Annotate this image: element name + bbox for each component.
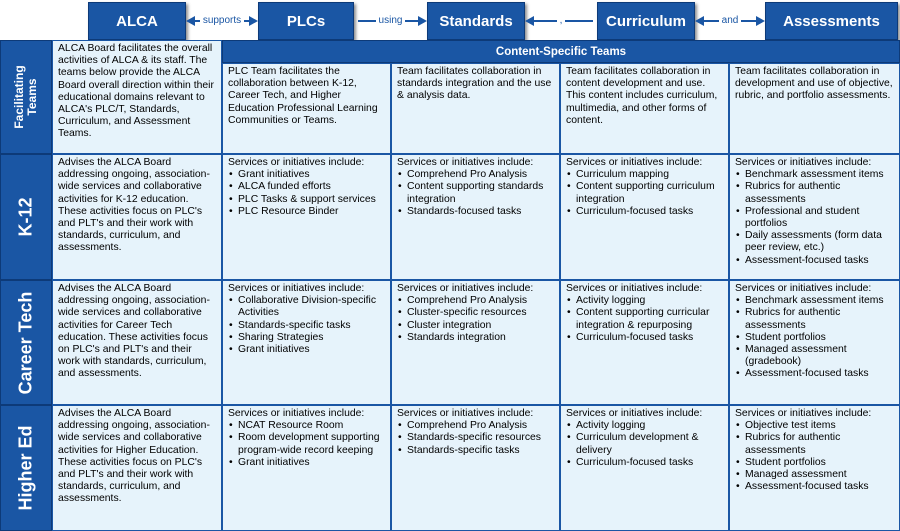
list-item: • Activity logging <box>566 295 723 307</box>
list-item: • Assessment-focused tasks <box>735 255 894 267</box>
team-cell <box>729 63 900 154</box>
list-item: • Grant initiatives <box>228 457 385 469</box>
list-item: • Rubrics for authentic assessments <box>735 307 894 331</box>
list-item: • Objective test items <box>735 420 894 432</box>
list-item: • Grant initiatives <box>228 344 385 356</box>
team-cell <box>391 405 560 531</box>
list-item: • Grant initiatives <box>228 169 385 181</box>
list-item: • PLC Resource Binder <box>228 206 385 218</box>
list-item: • NCAT Resource Room <box>228 420 385 432</box>
cell-intro: Services or initiatives include: <box>566 408 703 419</box>
initiative-list <box>397 420 554 457</box>
cell-intro: Services or initiatives include: <box>228 408 365 419</box>
row-header-label: Facilitating Teams <box>12 65 39 129</box>
list-item: • Room development supporting program-wide record keeping <box>228 432 385 456</box>
connector-2 <box>354 13 427 29</box>
list-item: • Assessment-focused tasks <box>735 368 894 380</box>
list-item: • Daily assessments (form data peer review, etc.) <box>735 230 894 254</box>
list-item: • Sharing Strategies <box>228 332 385 344</box>
row-header-label: Career Tech <box>15 291 36 394</box>
row-header-label: Higher Ed <box>15 425 36 511</box>
header-box-plcs: PLCs <box>258 2 354 40</box>
cell-intro: Services or initiatives include: <box>228 283 365 294</box>
list-item: • Curriculum-focused tasks <box>566 457 723 469</box>
list-item: • Student portfolios <box>735 332 894 344</box>
lead-cell-career-tech: Advises the ALCA Board addressing ongoing, association-wide services and collaborative activities for Career Tech education. These activities focus on PLC's and PLT's and their work with standards, curriculum, and assessments. <box>52 280 222 405</box>
list-item: • Curriculum-focused tasks <box>566 206 723 218</box>
list-item: • Student portfolios <box>735 457 894 469</box>
initiative-list <box>228 420 385 469</box>
list-item: • Benchmark assessment items <box>735 169 894 181</box>
cell-intro: Services or initiatives include: <box>735 157 872 168</box>
initiative-list <box>397 295 554 344</box>
connector-1 <box>186 13 258 29</box>
header-box-assessments: Assessments <box>765 2 898 40</box>
cell-intro: Services or initiatives include: <box>228 157 365 168</box>
cell-intro: Services or initiatives include: <box>735 408 872 419</box>
list-item: • Standards integration <box>397 332 554 344</box>
row-header-label: K-12 <box>15 197 36 237</box>
cell-intro: PLC Team facilitates the collaboration between K-12, Career Tech, and Higher Education Professional Learning Communities or Teams. <box>228 66 378 126</box>
list-item: • Managed assessment <box>735 469 894 481</box>
team-cell <box>560 405 729 531</box>
header-box-alca: ALCA <box>88 2 186 40</box>
list-item: • Rubrics for authentic assessments <box>735 432 894 456</box>
lead-cell-facilitating-teams: ALCA Board facilitates the overall activities of ALCA & its staff. The teams below provide the ALCA Board overall direction within their educational domains relevant to ALCA's PLC/T, Standards, Curriculum, and Assessment Teams. <box>52 40 222 154</box>
list-item: • Cluster-specific resources <box>397 307 554 319</box>
initiative-list <box>566 420 723 469</box>
list-item: • Curriculum-focused tasks <box>566 332 723 344</box>
list-item: • Collaborative Division-specific Activities <box>228 295 385 319</box>
connector-label: , <box>525 13 597 29</box>
list-item: • Rubrics for authentic assessments <box>735 181 894 205</box>
team-cell <box>729 405 900 531</box>
team-cell <box>560 63 729 154</box>
team-cell <box>391 280 560 405</box>
cell-intro: Team facilitates collaboration in content development and use. This content includes curriculum, multimedia, and other forms of content. <box>566 66 718 126</box>
list-item: • Standards-specific tasks <box>228 320 385 332</box>
connector-3 <box>525 13 597 29</box>
team-cell <box>729 154 900 280</box>
team-cell <box>729 280 900 405</box>
initiative-list <box>228 295 385 356</box>
list-item: • Managed assessment (gradebook) <box>735 344 894 368</box>
cell-intro: Services or initiatives include: <box>397 408 534 419</box>
cell-intro: Services or initiatives include: <box>566 283 703 294</box>
list-item: • Content supporting curriculum integration <box>566 181 723 205</box>
list-item: • Curriculum mapping <box>566 169 723 181</box>
list-item: • Comprehend Pro Analysis <box>397 295 554 307</box>
row-header-higher-ed <box>0 405 52 531</box>
lead-cell-k-12: Advises the ALCA Board addressing ongoing, association-wide services and collaborative activities for K-12 education. These activities focus on PLC's and PLT's and their work with standards, curriculum, and assessments. <box>52 154 222 280</box>
team-cell <box>391 154 560 280</box>
cell-intro: Services or initiatives include: <box>397 157 534 168</box>
cell-intro: Services or initiatives include: <box>397 283 534 294</box>
initiative-list <box>735 420 894 493</box>
list-item: • Comprehend Pro Analysis <box>397 420 554 432</box>
list-item: • Comprehend Pro Analysis <box>397 169 554 181</box>
team-cell <box>222 405 391 531</box>
header-box-curriculum: Curriculum <box>597 2 695 40</box>
cell-intro: Services or initiatives include: <box>566 157 703 168</box>
team-matrix <box>0 40 900 531</box>
team-cell <box>560 154 729 280</box>
row-header-facilitating-teams <box>0 40 52 154</box>
list-item: • Standards-specific resources <box>397 432 554 444</box>
initiative-list <box>735 169 894 267</box>
team-cell <box>560 280 729 405</box>
initiative-list <box>735 295 894 380</box>
content-specific-teams-header: Content-Specific Teams <box>222 40 900 63</box>
list-item: • Standards-focused tasks <box>397 206 554 218</box>
team-cell <box>222 280 391 405</box>
list-item: • Benchmark assessment items <box>735 295 894 307</box>
row-header-career-tech <box>0 280 52 405</box>
connector-label: supports <box>186 13 258 29</box>
list-item: • Cluster integration <box>397 320 554 332</box>
list-item: • ALCA funded efforts <box>228 181 385 193</box>
list-item: • Professional and student portfolios <box>735 206 894 230</box>
cell-intro: Services or initiatives include: <box>735 283 872 294</box>
connector-label: using <box>354 13 427 29</box>
list-item: • Assessment-focused tasks <box>735 481 894 493</box>
cell-intro: Team facilitates collaboration in development and use of objective, rubric, and portfolio assessments. <box>735 66 893 102</box>
initiative-list <box>397 169 554 218</box>
list-item: • Content supporting curricular integration & repurposing <box>566 307 723 331</box>
cell-intro: Team facilitates collaboration in standards integration and the use & analysis data. <box>397 66 552 102</box>
team-cell <box>222 154 391 280</box>
initiative-list <box>566 169 723 218</box>
list-item: • Activity logging <box>566 420 723 432</box>
team-cell <box>222 63 391 154</box>
initiative-list <box>566 295 723 344</box>
list-item: • PLC Tasks & support services <box>228 194 385 206</box>
list-item: • Content supporting standards integration <box>397 181 554 205</box>
connector-4 <box>695 13 765 29</box>
team-cell <box>391 63 560 154</box>
lead-cell-higher-ed: Advises the ALCA Board addressing ongoing, association-wide services and collaborative activities for Higher Education. These activities focus on PLC's and PLT's and their work with standards, curriculum, and assessments. <box>52 405 222 531</box>
row-header-k-12 <box>0 154 52 280</box>
list-item: • Curriculum development & delivery <box>566 432 723 456</box>
header-box-standards: Standards <box>427 2 525 40</box>
initiative-list <box>228 169 385 218</box>
list-item: • Standards-specific tasks <box>397 445 554 457</box>
connector-label: and <box>695 13 765 29</box>
